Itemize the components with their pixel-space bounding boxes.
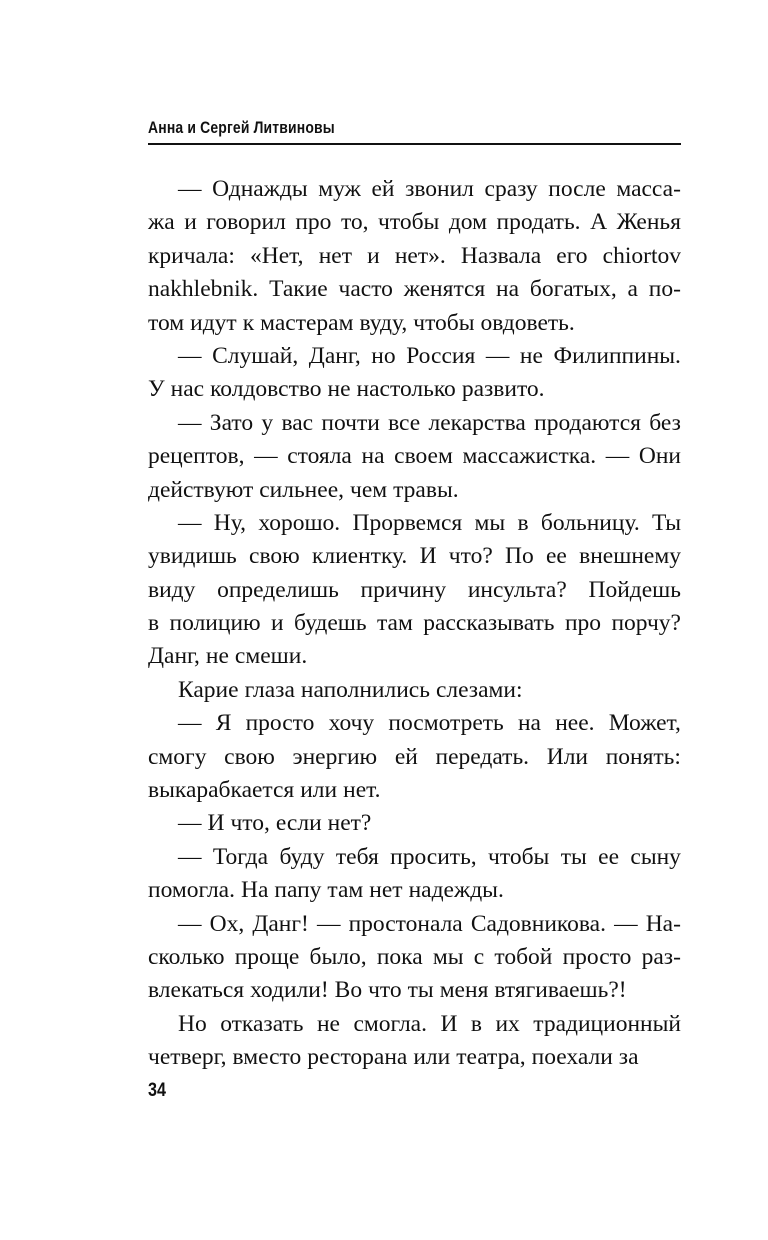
text-line: — Ох, Данг! — простонала Садовникова. — На-	[178, 910, 681, 937]
header-rule	[148, 143, 681, 145]
text-line: увидишь свою клиентку. И что? По ее внешнему	[148, 543, 681, 570]
text-line: влекаться ходили! Во что ты меня втягиваешь?!	[148, 977, 627, 1004]
text-line: — Слушай, Данг, но Россия — не Филиппины.	[178, 342, 681, 369]
text-line: Данг, не смеши.	[148, 643, 308, 670]
text-line: в полицию и будешь там рассказывать про порчу?	[148, 610, 681, 637]
text-line: — И что, если нет?	[178, 810, 372, 837]
text-line: Карие глаза наполнились слезами:	[178, 676, 523, 703]
paragraph	[148, 407, 681, 507]
paragraph	[148, 674, 681, 707]
text-line: У нас колдовство не настолько развито.	[148, 376, 545, 403]
text-line: — Тогда буду тебя просить, чтобы ты ее сыну	[178, 843, 681, 870]
text-line: сколько проще было, пока мы с тобой просто раз-	[148, 943, 681, 970]
paragraph	[148, 908, 681, 1008]
paragraph	[148, 707, 681, 807]
paragraph	[148, 807, 681, 840]
text-line: — Ну, хорошо. Прорвемся мы в больницу. Ты	[178, 509, 681, 536]
text-line: смогу свою энергию ей передать. Или понять:	[148, 743, 681, 770]
text-line: — Зато у вас почти все лекарства продаются без	[178, 409, 681, 436]
paragraph	[148, 507, 681, 674]
paragraph	[148, 841, 681, 908]
text-line: том идут к мастерам вуду, чтобы овдоветь.	[148, 309, 575, 336]
text-line: четверг, вместо ресторана или театра, поехали за	[148, 1044, 639, 1071]
text-line: выкарабкается или нет.	[148, 777, 381, 804]
page-number: 34	[148, 1080, 166, 1101]
text-line: рецептов, — стояла на своем массажистка. — Они	[148, 443, 681, 470]
text-line: — Однажды муж ей звонил сразу после масса-	[178, 176, 681, 202]
text-line: Но отказать не смогла. И в их традиционный	[178, 1010, 681, 1037]
text-line: — Я просто хочу посмотреть на нее. Может,	[178, 710, 681, 737]
text-line: действуют сильнее, чем травы.	[148, 476, 459, 503]
text-line: nakhlebnik. Такие часто женятся на богатых, а по-	[148, 276, 681, 303]
paragraph	[148, 173, 681, 340]
paragraph	[148, 1008, 681, 1075]
body-text	[148, 173, 681, 1075]
paragraph	[148, 340, 681, 407]
text-line: помогла. На папу там нет надежды.	[148, 877, 504, 904]
text-line: кричала: «Нет, нет и нет». Назвала его chiortov	[148, 242, 681, 269]
text-line: виду определишь причину инсульта? Пойдешь	[148, 576, 681, 603]
running-title: Анна и Сергей Литвиновы	[148, 118, 335, 137]
text-line: жа и говорил про то, чтобы дом продать. А Женья	[148, 209, 681, 236]
